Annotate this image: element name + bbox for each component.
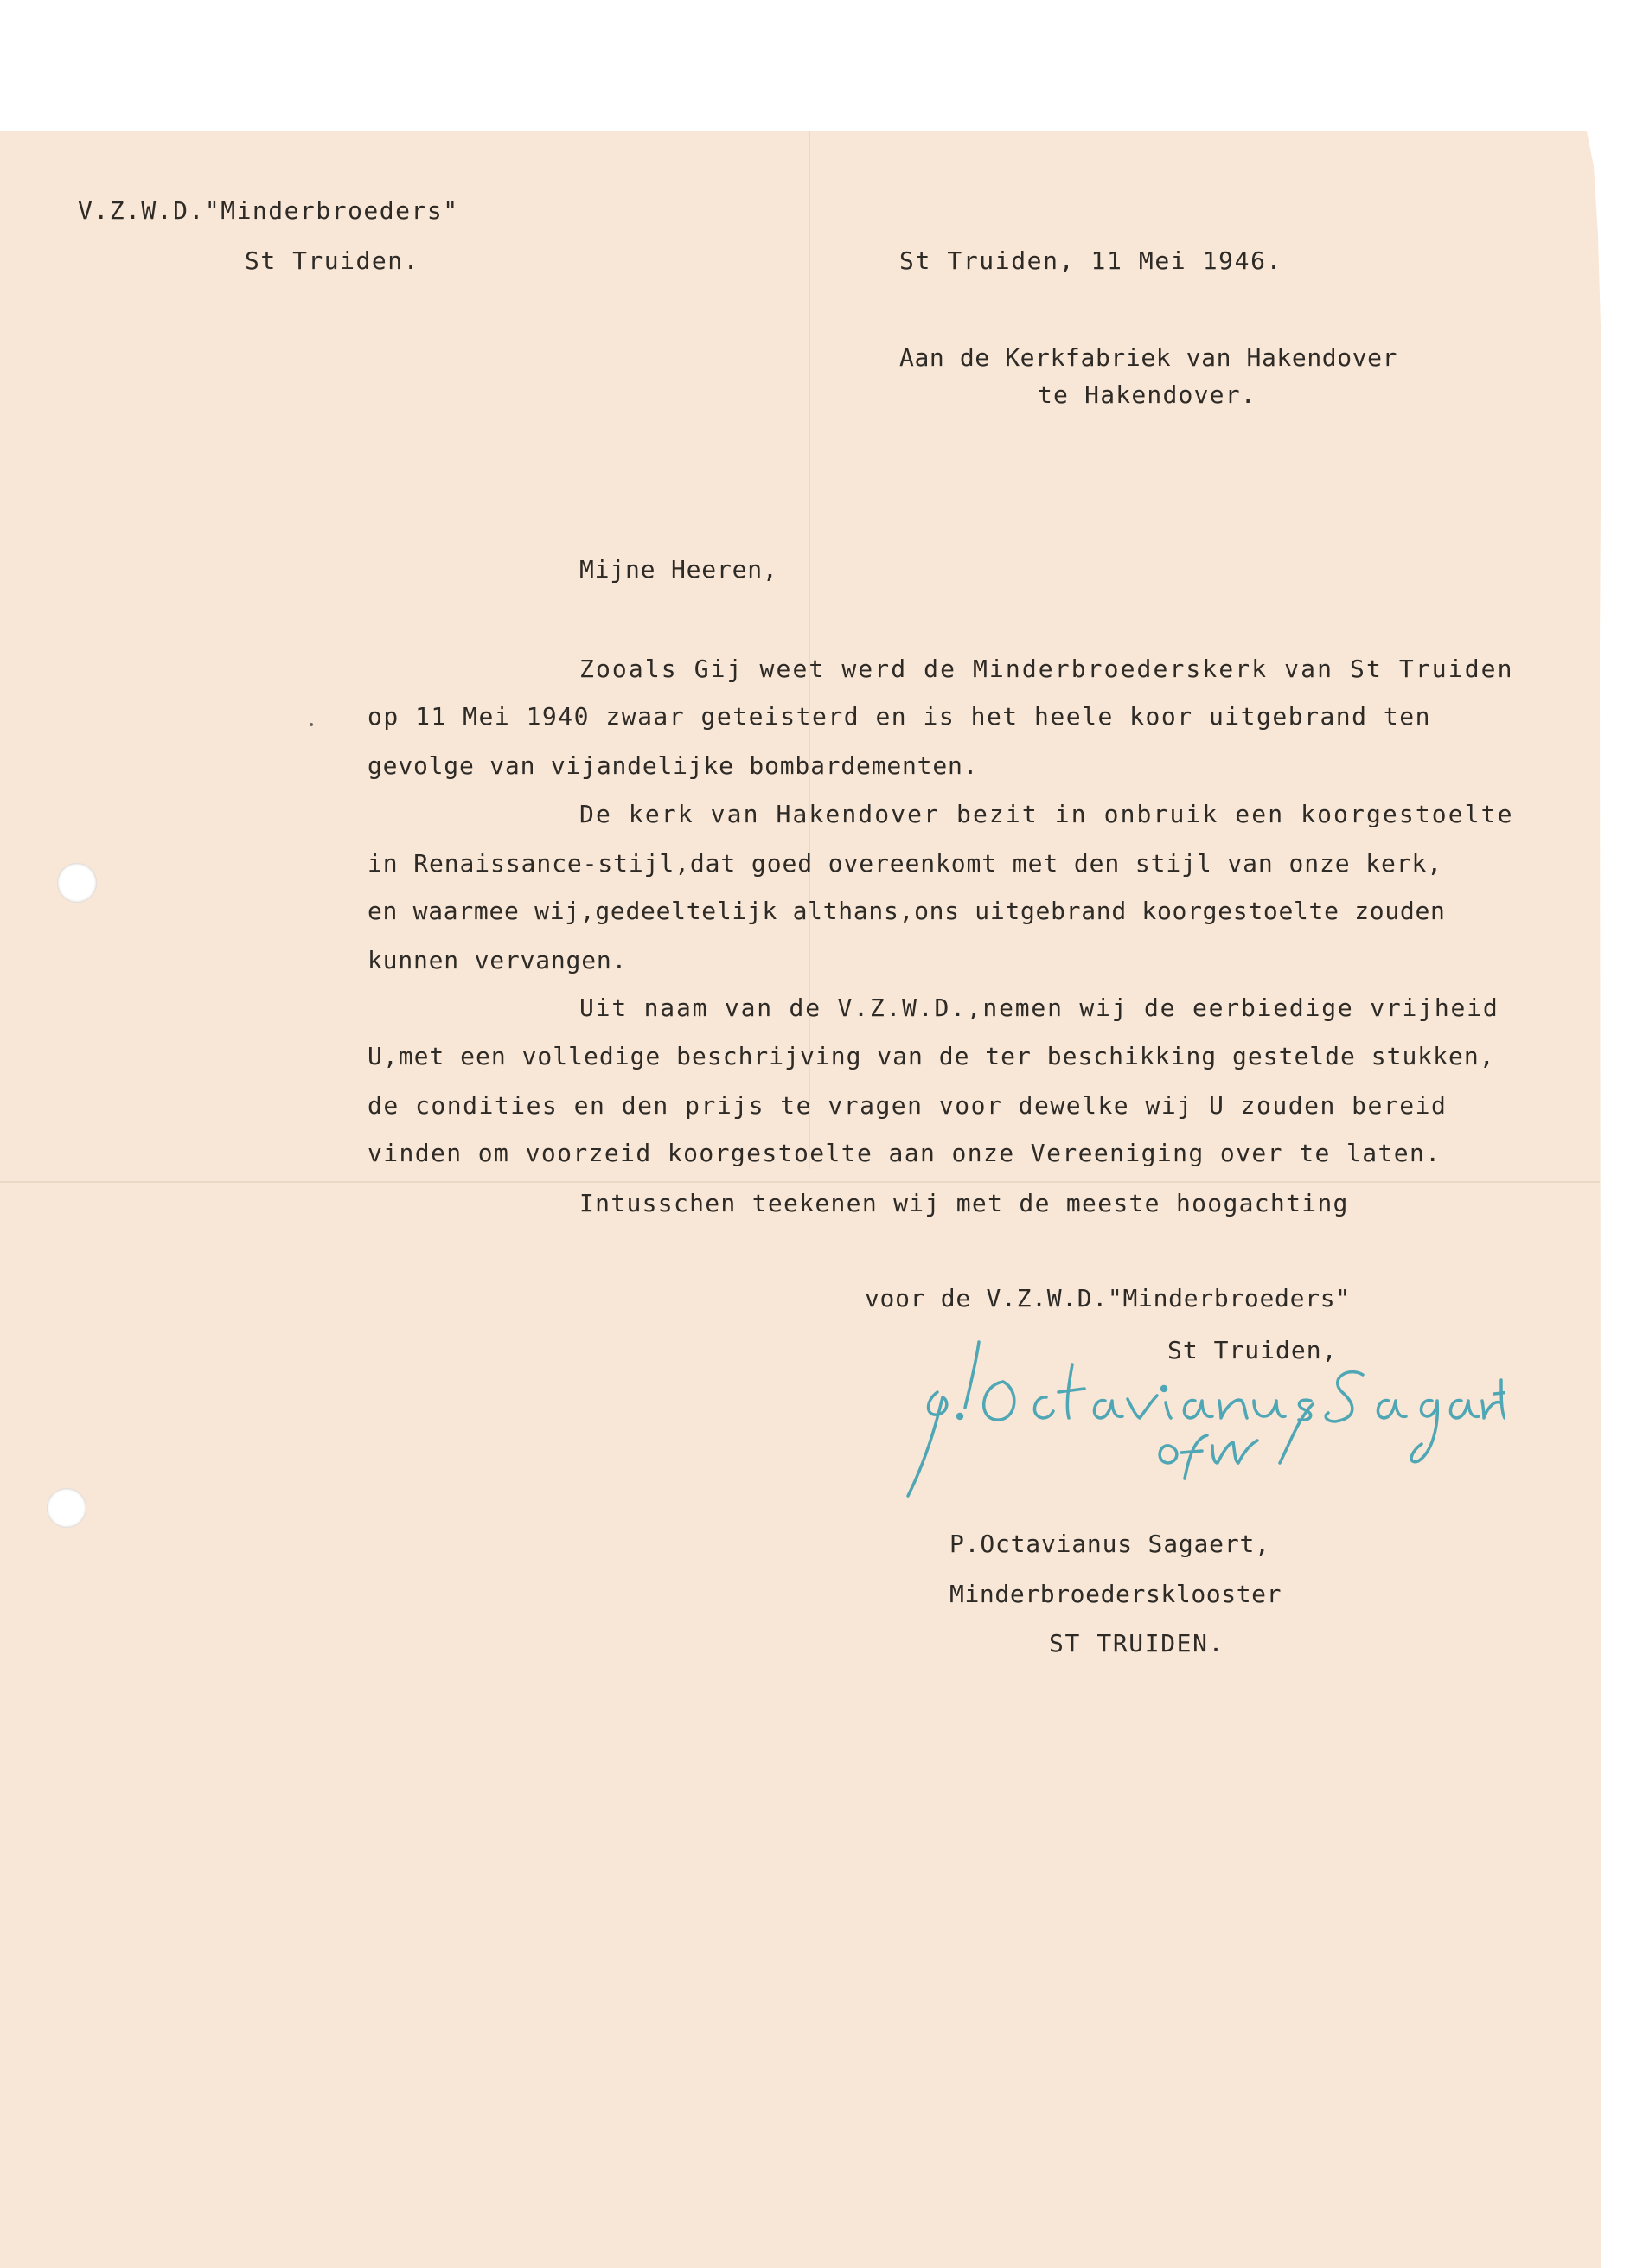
body-line: vinden om voorzeid koorgestoelte aan onze Vereeniging over te laten.	[368, 1139, 1442, 1167]
punch-hole-top	[57, 863, 97, 903]
body-line: op 11 Mei 1940 zwaar geteisterd en is het heele koor uitgebrand ten	[368, 702, 1431, 731]
letterhead-city: St Truiden.	[245, 246, 419, 275]
ink-speck	[310, 723, 313, 726]
signature-name: P.Octavianus Sagaert,	[949, 1530, 1270, 1558]
punch-hole-bottom	[47, 1488, 86, 1528]
salutation: Mijne Heeren,	[579, 555, 778, 584]
signature-city: ST TRUIDEN.	[1049, 1629, 1225, 1658]
closing-line-2: St Truiden,	[1167, 1336, 1338, 1364]
body-line: De kerk van Hakendover bezit in onbruik een koorgestoelte	[579, 800, 1514, 828]
body-line: de condities en den prijs te vragen voor dewelke wij U zouden bereid	[368, 1091, 1448, 1120]
date-line: St Truiden, 11 Mei 1946.	[899, 246, 1282, 275]
body-line: gevolge van vijandelijke bombardementen.	[368, 751, 979, 780]
signature-institution: Minderbroedersklooster	[949, 1580, 1282, 1608]
body-line: in Renaissance-stijl,dat goed overeenkomt met den stijl van onze kerk,	[368, 849, 1443, 878]
letterhead-org: V.Z.W.D."Minderbroeders"	[78, 196, 459, 225]
body-line: kunnen vervangen.	[368, 946, 628, 974]
handwritten-signature	[899, 1332, 1505, 1513]
closing-line-1: voor de V.Z.W.D."Minderbroeders"	[865, 1284, 1351, 1313]
body-line: Uit naam van de V.Z.W.D.,nemen wij de eerbiedige vrijheid	[579, 993, 1499, 1022]
body-line: U,met een volledige beschrijving van de ter beschikking gestelde stukken,	[368, 1042, 1495, 1070]
recipient-line-1: Aan de Kerkfabriek van Hakendover	[899, 343, 1398, 372]
recipient-line-2: te Hakendover.	[1038, 380, 1256, 409]
paper-fold-horizontal	[0, 1181, 1600, 1183]
body-line: en waarmee wij,gedeeltelijk althans,ons uitgebrand koorgestoelte zouden	[368, 897, 1446, 925]
body-line: Intusschen teekenen wij met de meeste hoogachting	[579, 1189, 1349, 1217]
body-line: Zooals Gij weet werd de Minderbroederskerk van St Truiden	[579, 655, 1514, 683]
